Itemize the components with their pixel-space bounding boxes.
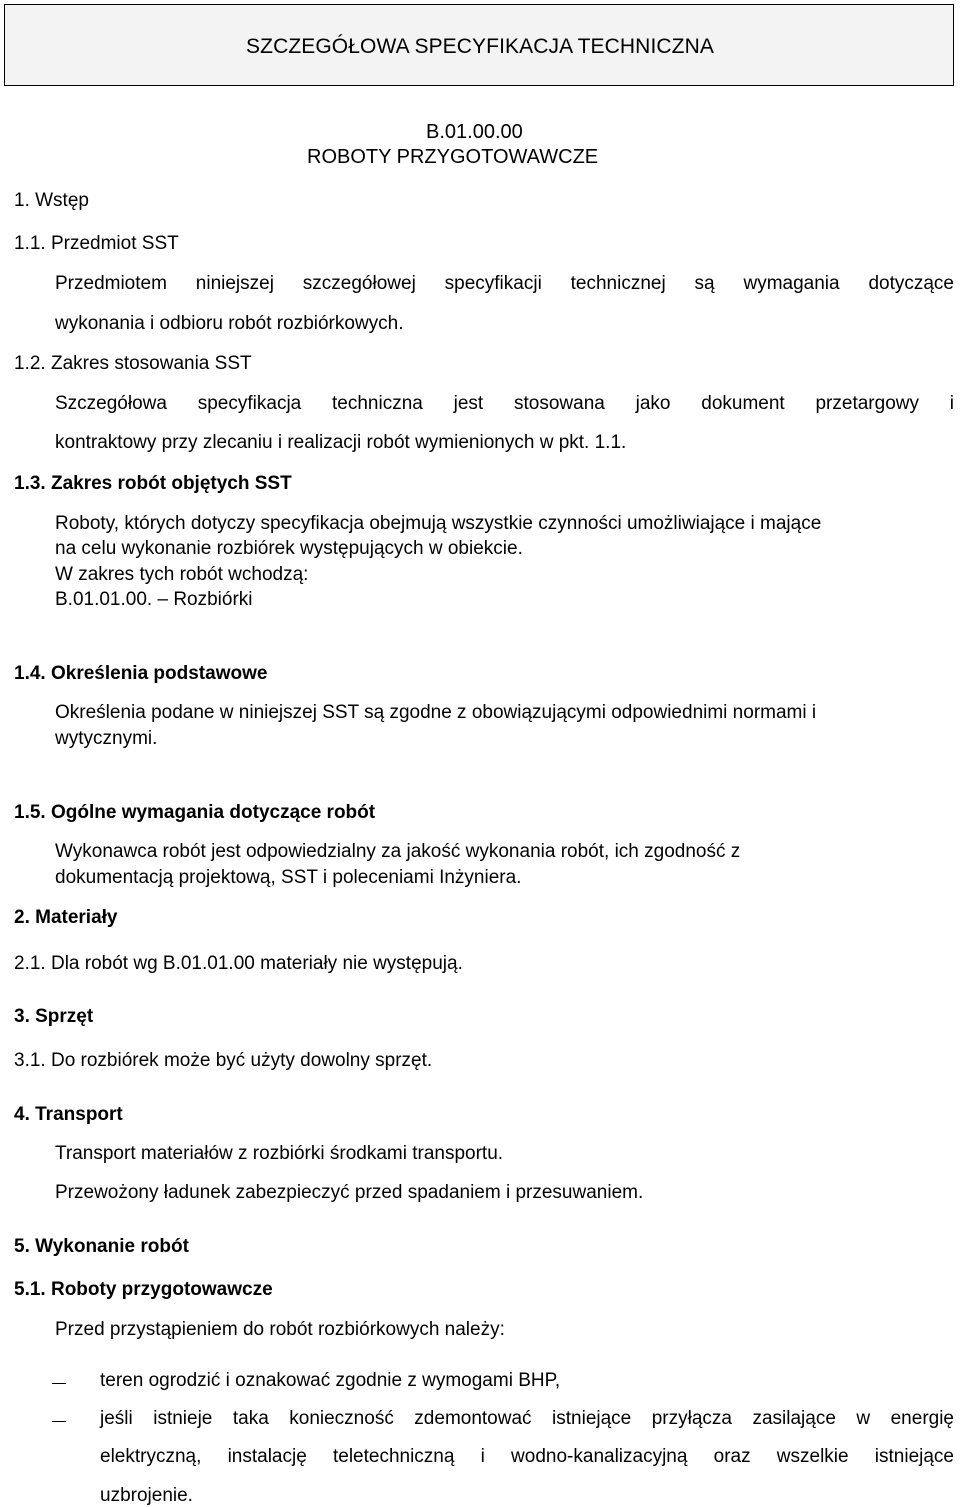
- list-dash-marker: [52, 1421, 66, 1422]
- paragraph-1-4-line-1: Określenia podane w niniejszej SST są zgodne z obowiązującymi odpowiednimi normami i: [55, 702, 817, 723]
- heading-5-wykonanie: 5. Wykonanie robót: [14, 1236, 189, 1257]
- list-item-2-line-3: uzbrojenie.: [100, 1485, 193, 1506]
- specification-code: B.01.00.00: [426, 121, 523, 143]
- paragraph-5-1-intro: Przed przystąpieniem do robót rozbiórkowych należy:: [55, 1319, 505, 1340]
- paragraph-1-1-line-1: Przedmiotem niniejszej szczegółowej specyfikacji technicznej są wymagania dotyczące: [55, 273, 954, 294]
- heading-3-sprzet: 3. Sprzęt: [14, 1006, 94, 1027]
- paragraph-1-2-line-2: kontraktowy przy zlecaniu i realizacji robót wymienionych w pkt. 1.1.: [55, 432, 627, 453]
- paragraph-1-5-line-1: Wykonawca robót jest odpowiedzialny za jakość wykonania robót, ich zgodność z: [55, 841, 741, 862]
- list-dash-marker: [52, 1383, 66, 1384]
- header-box: [4, 4, 954, 86]
- heading-1-4: 1.4. Określenia podstawowe: [14, 663, 268, 684]
- paragraph-1-5-line-2: dokumentacją projektową, SST i poleceniami Inżyniera.: [55, 867, 522, 888]
- document-title: SZCZEGÓŁOWA SPECYFIKACJA TECHNICZNA: [246, 35, 714, 58]
- heading-1-2: 1.2. Zakres stosowania SST: [14, 353, 252, 374]
- paragraph-4-line-1: Transport materiałów z rozbiórki środkami transportu.: [55, 1143, 504, 1164]
- list-item-2-line-2: elektryczną, instalację teletechniczną i wodno-kanalizacyjną oraz wszelkie istniejące: [100, 1446, 954, 1467]
- heading-2-materialy: 2. Materiały: [14, 907, 118, 928]
- paragraph-2-1: 2.1. Dla robót wg B.01.01.00 materiały nie występują.: [14, 953, 463, 974]
- paragraph-4-line-2: Przewożony ładunek zabezpieczyć przed spadaniem i przesuwaniem.: [55, 1182, 644, 1203]
- paragraph-1-3-line-3: W zakres tych robót wchodzą:: [55, 564, 309, 585]
- paragraph-1-3-line-1: Roboty, których dotyczy specyfikacja obejmują wszystkie czynności umożliwiające i mające: [55, 513, 822, 534]
- heading-1-1: 1.1. Przedmiot SST: [14, 233, 179, 254]
- specification-name: ROBOTY PRZYGOTOWAWCZE: [307, 146, 599, 168]
- paragraph-1-3-line-2: na celu wykonanie rozbiórek występujących w obiekcie.: [55, 538, 523, 559]
- paragraph-1-3-line-4: B.01.01.00. – Rozbiórki: [55, 589, 253, 610]
- heading-5-1: 5.1. Roboty przygotowawcze: [14, 1279, 273, 1300]
- list-item-2-line-1: jeśli istnieje taka konieczność zdemontować istniejące przyłącza zasilające w energię: [100, 1408, 954, 1429]
- heading-1-3: 1.3. Zakres robót objętych SST: [14, 473, 292, 494]
- paragraph-1-2-line-1: Szczegółowa specyfikacja techniczna jest stosowana jako dokument przetargowy i: [55, 393, 954, 414]
- heading-4-transport: 4. Transport: [14, 1104, 123, 1125]
- list-item-1: teren ogrodzić i oznakować zgodnie z wymogami BHP,: [100, 1370, 561, 1391]
- paragraph-1-4-line-2: wytycznymi.: [55, 728, 158, 749]
- heading-1-5: 1.5. Ogólne wymagania dotyczące robót: [14, 802, 376, 823]
- paragraph-1-1-line-2: wykonania i odbioru robót rozbiórkowych.: [55, 313, 404, 334]
- heading-1-wstep: 1. Wstęp: [14, 190, 89, 211]
- paragraph-3-1: 3.1. Do rozbiórek może być użyty dowolny sprzęt.: [14, 1050, 433, 1071]
